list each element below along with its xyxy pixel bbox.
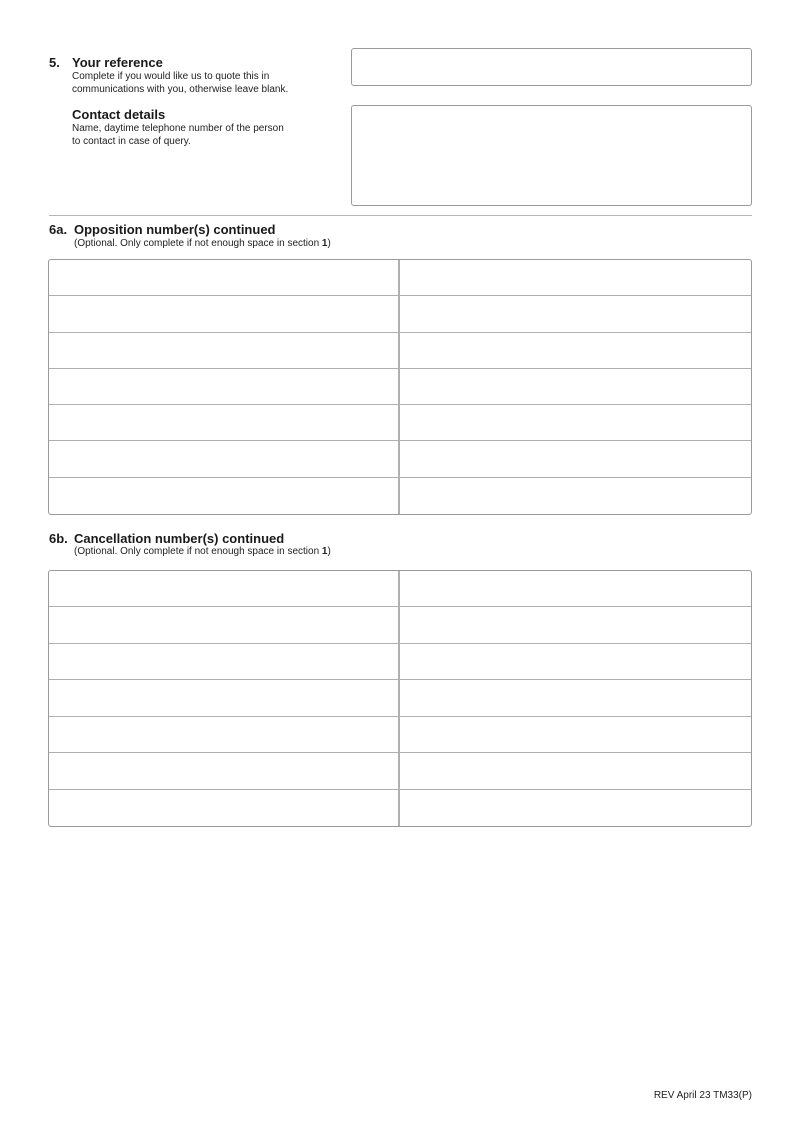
- contact-details-description-line-1: Name, daytime telephone number of the person: [72, 123, 284, 134]
- opposition-number-field[interactable]: [400, 260, 751, 296]
- opposition-number-field[interactable]: [400, 405, 751, 441]
- cancellation-numbers-heading: Cancellation number(s) continued: [74, 531, 285, 546]
- opposition-numbers-heading: Opposition number(s) continued: [74, 222, 276, 237]
- cancellation-number-field[interactable]: [49, 607, 400, 643]
- cancellation-number-field[interactable]: [49, 717, 400, 753]
- contact-details-field[interactable]: [351, 105, 752, 206]
- cancellation-number-field[interactable]: [400, 753, 751, 789]
- opposition-number-field[interactable]: [49, 333, 400, 369]
- opposition-number-field[interactable]: [400, 441, 751, 477]
- cancellation-number-field[interactable]: [49, 753, 400, 789]
- contact-details-heading: Contact details: [72, 107, 166, 122]
- opposition-number-field[interactable]: [49, 369, 400, 405]
- opposition-number-field[interactable]: [49, 260, 400, 296]
- cancellation-number-field[interactable]: [400, 644, 751, 680]
- opposition-number-field[interactable]: [400, 296, 751, 332]
- section-divider: [49, 215, 752, 216]
- your-reference-description-line-1: Complete if you would like us to quote this in: [72, 71, 270, 82]
- cancellation-number-field[interactable]: [49, 571, 400, 607]
- cancellation-number-field[interactable]: [400, 607, 751, 643]
- opposition-number-field[interactable]: [400, 333, 751, 369]
- section-6a-number: 6a.: [49, 222, 68, 237]
- opposition-number-field[interactable]: [400, 369, 751, 405]
- cancellation-number-field[interactable]: [49, 790, 400, 826]
- form-revision-footer: REV April 23 TM33(P): [653, 1090, 752, 1101]
- opposition-number-field[interactable]: [49, 441, 400, 477]
- opposition-numbers-note: (Optional. Only complete if not enough space in section 1): [74, 238, 331, 249]
- cancellation-number-field[interactable]: [49, 680, 400, 716]
- opposition-number-field[interactable]: [49, 478, 400, 514]
- cancellation-number-field[interactable]: [49, 644, 400, 680]
- your-reference-description-line-2: communications with you, otherwise leave blank.: [72, 84, 289, 95]
- cancellation-numbers-grid: [48, 570, 752, 827]
- section-5-number: 5.: [49, 55, 60, 70]
- opposition-number-field[interactable]: [49, 296, 400, 332]
- opposition-number-field[interactable]: [49, 405, 400, 441]
- opposition-number-field[interactable]: [400, 478, 751, 514]
- cancellation-numbers-note: (Optional. Only complete if not enough space in section 1): [74, 546, 331, 557]
- section-6b-number: 6b.: [49, 531, 68, 546]
- cancellation-number-field[interactable]: [400, 717, 751, 753]
- your-reference-heading: Your reference: [72, 55, 163, 70]
- contact-details-description-line-2: to contact in case of query.: [72, 136, 191, 147]
- your-reference-field[interactable]: [351, 48, 752, 86]
- cancellation-number-field[interactable]: [400, 790, 751, 826]
- opposition-numbers-grid: [48, 259, 752, 515]
- cancellation-number-field[interactable]: [400, 571, 751, 607]
- cancellation-number-field[interactable]: [400, 680, 751, 716]
